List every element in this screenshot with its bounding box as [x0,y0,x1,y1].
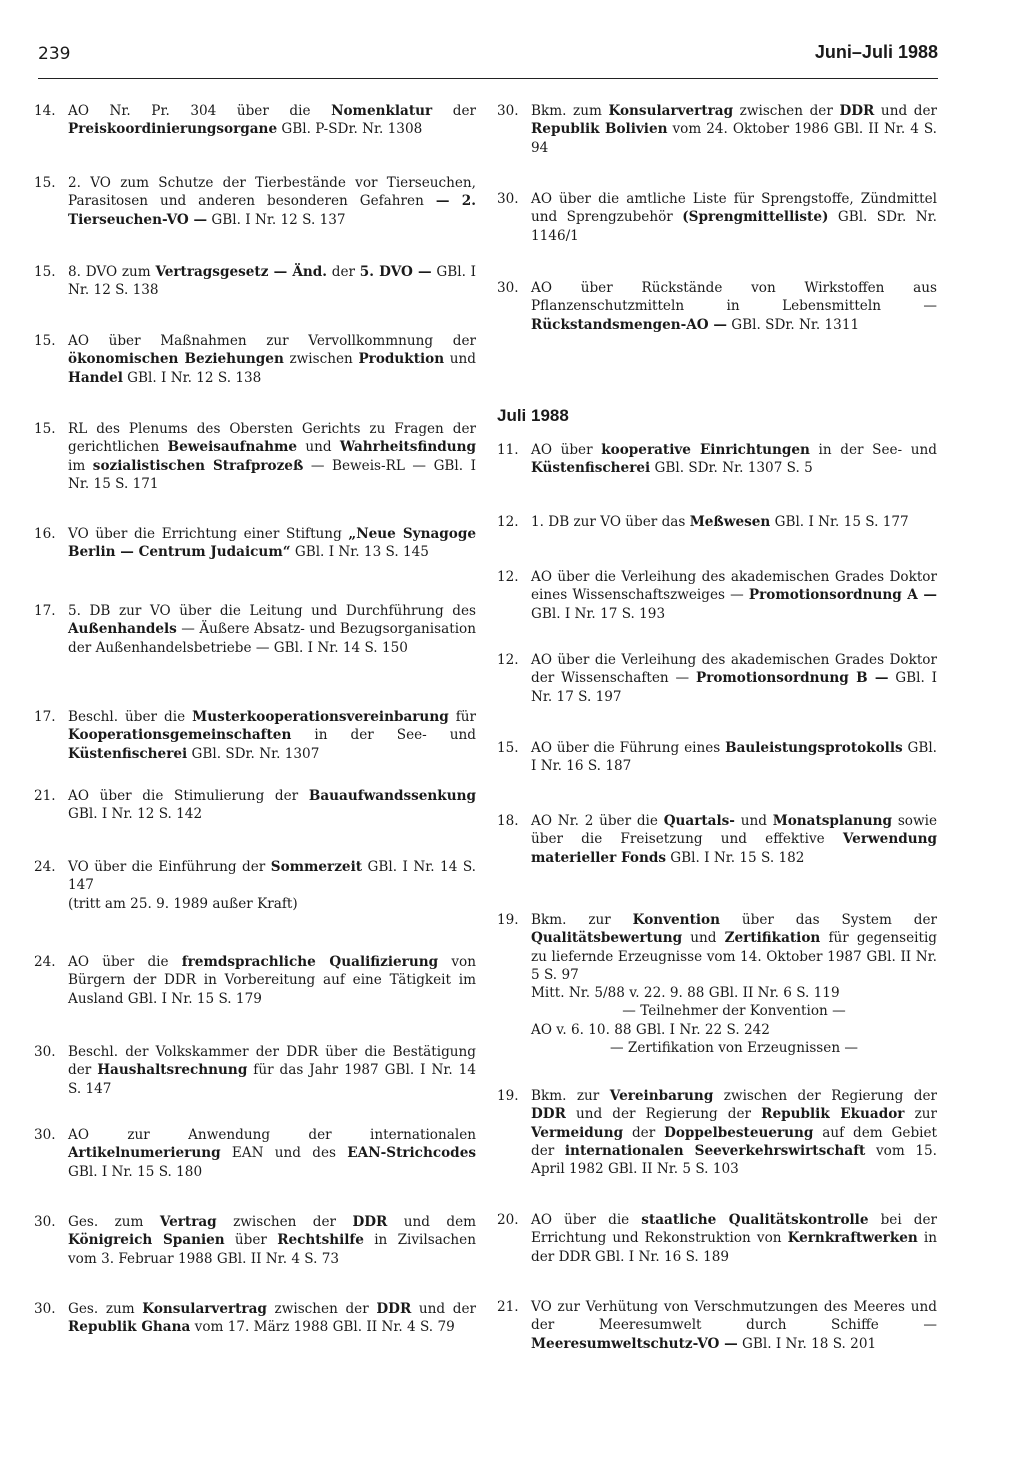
law-entry [34,787,476,824]
law-entry [497,441,937,478]
law-entry [34,953,476,1008]
keyword: Promotionsordnung B — [695,670,889,687]
text-run: Bkm. zur [531,1088,610,1104]
keyword: Küstenfischerei [531,460,651,477]
keyword: „Neue Synagoge Berlin — Centrum Judaicum“ [68,526,477,561]
entry-text [531,568,937,623]
keyword: Quartals- [663,813,735,829]
text-run: zur [904,1106,937,1123]
keyword: Artikelnumerierung [68,1145,221,1162]
text-run: und der Regierung der [565,1106,762,1123]
text-run: GBl. SDr. Nr. 1311 [726,316,860,333]
keyword: Musterkooperationsvereinbarung [192,709,449,725]
keyword: Meßwesen [689,514,771,530]
entry-day: 15. [34,175,56,191]
keyword: DDR [839,103,875,119]
text-run: und [444,351,476,368]
text-run: und dem [387,1214,477,1230]
entry-text [531,651,937,706]
keyword: Republik Bolivien [531,121,668,138]
entry-day: 15. [34,333,56,349]
keyword: Sommerzeit [270,859,363,875]
text-run: GBl. P-SDr. Nr. 1308 [277,121,423,138]
text-run: GBl. I Nr. 14 S. 147 [68,859,476,894]
text-run: zwischen der Regierung der [713,1088,937,1104]
entry-text [68,332,476,387]
text-run: der [623,1124,665,1141]
keyword: — 2. Tierseuchen-VO — [68,193,476,228]
text-run: EAN und des [220,1145,348,1162]
law-entry [34,420,476,493]
keyword: Haushaltsrechnung [97,1062,248,1079]
keyword: ökonomischen Beziehungen [68,351,284,368]
entry-day: 30. [497,103,519,119]
keyword: Republik Ghana [68,1319,191,1336]
keyword: Wahrheitsfindung [339,439,476,456]
entry-text [68,602,476,657]
text-run: und [734,813,773,829]
entry-text [531,102,937,157]
entry-text [531,513,937,531]
entry-day: 30. [34,1127,56,1143]
text-run: für das Jahr 1987 GBl. I Nr. 14 S. 147 [68,1062,476,1097]
entry-day: 30. [34,1301,56,1317]
keyword: EAN-Strichcodes [347,1145,476,1162]
law-entry [34,1126,476,1181]
text-run: sowie über die Freisetzung und effektive [531,813,938,848]
entry-text [68,174,476,229]
entry-text [531,1211,937,1266]
entry-text [68,1126,476,1181]
text-run: zwischen der [216,1214,353,1230]
text-run: 1. DB zur VO über das [531,514,690,530]
text-run: AO über die Stimulierung der [68,788,309,804]
text-run: der [432,103,476,119]
text-run: AO über die [531,1212,642,1228]
text-run: 8. DVO zum [68,264,156,280]
entry-day: 30. [497,280,519,296]
entry-day: 21. [497,1299,519,1315]
text-run: GBl. I Nr. 15 S. 177 [770,514,909,530]
text-run: GBl. I Nr. 18 S. 201 [737,1335,877,1352]
keyword: Republik Ekuador [761,1106,905,1123]
text-run: in der DDR GBl. I Nr. 16 S. 189 [531,1230,937,1265]
text-run: 5. DB zur VO über die Leitung und Durchführung des [68,603,476,619]
text-run: GBl. I Nr. 13 S. 145 [290,544,429,561]
entry-day: 15. [34,264,56,280]
page-number: 239 [38,44,71,64]
entry-day: 19. [497,912,519,928]
keyword: Verwendung materieller Fonds [531,831,937,866]
keyword: internationalen Seeverkehrswirtschaft [564,1142,866,1159]
keyword: Doppelbesteuerung [664,1124,814,1141]
law-entry [497,651,937,706]
text-run: von Bürgern der DDR in Vorbereitung auf eine Tätigkeit im Ausland GBl. I Nr. 15 S. 179 [68,954,476,1007]
text-run: Ges. zum [68,1301,143,1317]
entry-text [531,190,937,245]
law-entry [34,602,476,657]
text-run: VO zur Verhütung von Verschmutzungen des Meeres und der Meeresumwelt durch Schiffe — [531,1299,937,1334]
text-run: AO über Maßnahmen zur Vervollkommnung der [68,333,476,349]
entry-text [531,812,937,867]
text-run: GBl. SDr. Nr. 1307 S. 5 [650,460,813,477]
keyword: Bauaufwandssenkung [308,788,476,804]
text-run: Beschl. über die [68,709,193,725]
text-run: GBl. SDr. Nr. 1307 [187,745,320,762]
keyword: 5. DVO — [359,264,432,280]
keyword: (Sprengmittelliste) [682,209,829,226]
entry-day: 21. [34,788,56,804]
subnote: — Teilnehmer der Konvention — [622,1003,846,1020]
entry-day: 12. [497,569,519,585]
keyword: Beweisaufnahme [167,439,298,456]
keyword: Produktion [358,351,445,368]
text-run: bei der Errichtung und Rekonstruktion von [531,1212,937,1247]
text-run: für gegenseitig zu liefernde Erzeugnisse vom 14. Oktober 1987 GBl. II Nr. 5 S. 97 [531,930,937,983]
text-run: GBl. I Nr. 12 S. 138 [68,264,477,299]
keyword: Preiskoordinierungsorgane [68,121,278,138]
entry-text [531,1298,937,1353]
keyword: Küstenfischerei [68,745,188,762]
text-run: VO über die Errichtung einer Stiftung [68,526,349,542]
entry-day: 18. [497,813,519,829]
law-entry [34,858,476,913]
text-run: AO über die Verleihung des akademischen Grades Doktor der Wissenschaften — [531,652,937,687]
text-run: — Beweis-RL — GBl. I Nr. 15 S. 171 [68,457,477,492]
entry-day: 12. [497,514,519,530]
law-entry [497,102,937,157]
text-run: vom 15. April 1982 GBl. II Nr. 5 S. 103 [531,1142,937,1178]
text-run: zwischen der [733,103,840,119]
text-run: Ges. zum [68,1214,160,1230]
law-entry [497,513,937,531]
text-run: 2. VO zum Schutze der Tierbestände vor Tierseuchen, Parasitosen und anderen besonderen Gefahren [68,175,476,210]
text-run: Beschl. der Volkskammer der DDR über die Bestätigung der [68,1044,476,1079]
text-run: Bkm. zum [531,103,609,119]
text-run: AO v. 6. 10. 88 GBl. I Nr. 22 S. 242 [531,1021,770,1038]
text-run: AO Nr. 2 über die [531,813,664,829]
law-entry [34,332,476,387]
entry-text [68,525,476,562]
keyword: Meeresumweltschutz-VO — [531,1335,738,1352]
keyword: sozialistischen Strafprozeß [92,457,304,474]
entry-day: 30. [497,191,519,207]
text-run: der [327,264,360,280]
text-run: und der [874,103,938,119]
entry-day: 12. [497,652,519,668]
text-run: vom 24. Oktober 1986 GBl. II Nr. 4 S. 94 [531,121,937,156]
keyword: Konsularvertrag [608,103,734,119]
text-run: GBl. I Nr. 12 S. 138 [122,369,262,386]
law-entry [497,1087,937,1178]
entry-text [531,1087,937,1178]
entry-text [68,708,476,763]
law-entry [34,174,476,229]
page-header [38,38,938,79]
text-run: und [297,439,340,456]
text-run: Mitt. Nr. 5/88 v. 22. 9. 88 GBl. II Nr. 6 S. 119 [531,985,840,1002]
law-entry [34,102,476,139]
text-run: zwischen [283,351,359,368]
entry-text [68,953,476,1008]
law-entry [497,1211,937,1266]
text-run: im [68,457,93,474]
keyword: Promotionsordnung A — [748,587,937,604]
entry-day: 19. [497,1088,519,1104]
text-run: AO über die Führung eines [531,740,726,756]
entry-day: 30. [34,1214,56,1230]
text-run: AO über [531,442,602,458]
entry-day: 24. [34,954,56,970]
entry-text [531,911,937,1057]
law-entry [497,739,937,776]
keyword: Rechtshilfe [277,1232,364,1249]
law-entry [34,708,476,763]
entry-text [68,263,476,300]
law-entry [34,525,476,562]
entry-text [68,1213,476,1268]
text-run: auf dem Gebiet der [531,1124,938,1159]
keyword: Vertrag [159,1214,217,1230]
keyword: Konsularvertrag [142,1301,267,1317]
keyword: Kernkraftwerken [787,1230,918,1247]
text-run: für [448,709,477,725]
law-entry [34,263,476,300]
text-run: in der See- und [291,727,476,744]
keyword: Rückstandsmengen-AO — [531,316,727,333]
text-run: GBl. I Nr. 15 S. 182 [665,849,805,866]
text-run: GBl. SDr. Nr. 1146/1 [531,209,937,244]
entry-text [68,1300,476,1337]
text-run: GBl. I Nr. 12 S. 142 [68,806,203,823]
text-run: AO zur Anwendung der internationalen [68,1127,476,1143]
keyword: DDR [376,1301,412,1317]
text-run: vom 17. März 1988 GBl. II Nr. 4 S. 79 [190,1319,455,1336]
keyword: Vermeidung [531,1124,624,1141]
entry-day: 16. [34,526,56,542]
keyword: kooperative Einrichtungen [601,442,810,458]
keyword: Vertragsgesetz — Änd. [155,264,328,280]
issue-date: Juni–Juli 1988 [814,42,938,62]
law-entry [34,1213,476,1268]
entry-text [68,420,476,493]
text-run: GBl. I Nr. 17 S. 197 [531,670,938,705]
keyword: DDR [531,1106,566,1123]
keyword: Außenhandels [68,621,177,638]
keyword: Königreich Spanien [68,1232,225,1249]
text-run: AO Nr. Pr. 304 über die [68,103,332,119]
entry-day: 15. [497,740,519,756]
text-run: über das System der [719,912,937,928]
entry-text [68,787,476,824]
entry-text [531,279,937,334]
law-entry [497,911,937,1057]
law-entry [497,1298,937,1353]
law-entry [34,1300,476,1337]
keyword: Konvention [632,912,720,928]
entry-day: 20. [497,1212,519,1228]
keyword: staatliche Qualitätskontrolle [641,1212,869,1228]
text-run: und [682,930,725,947]
keyword: Handel [68,369,123,386]
text-run: AO über die Verleihung des akademischen Grades Doktor eines Wissenschaftszweiges — [531,569,937,604]
text-run: über [224,1232,278,1249]
law-entry [34,1043,476,1098]
text-run: AO über die amtliche Liste für Sprengstoffe, Zündmittel und Sprengzubehör [531,191,937,226]
entry-day: 17. [34,709,56,725]
keyword: DDR [352,1214,388,1230]
text-run: VO über die Einführung der [68,859,271,875]
keyword: Bauleistungsprotokolls [725,740,903,756]
keyword: Kooperationsgemeinschaften [68,727,292,744]
text-run: AO über die [68,954,182,970]
entry-text [68,102,476,139]
text-run: Bkm. zur [531,912,633,928]
text-run: RL des Plenums des Obersten Gerichts zu Fragen der gerichtlichen [68,421,476,456]
law-entry [497,812,937,867]
law-entry [497,190,937,245]
keyword: Qualitätsbewertung [531,930,683,947]
text-run: in Zivilsachen vom 3. Februar 1988 GBl. II Nr. 4 S. 73 [68,1232,476,1267]
section-heading: Juli 1988 [497,406,569,425]
entry-day: 15. [34,421,56,437]
text-run: und der [411,1301,476,1317]
keyword: Nomenklatur [331,103,433,119]
entry-text [68,1043,476,1098]
entry-text [531,441,937,478]
text-run: (tritt am 25. 9. 1989 außer Kraft) [68,895,298,912]
entry-day: 14. [34,103,56,119]
text-run: GBl. I Nr. 17 S. 193 [531,605,666,622]
entry-text [531,739,937,776]
text-run: — Äußere Absatz- und Bezugsorganisation der Außenhandelsbetriebe — GBl. I Nr. 14 S. 150 [68,621,476,656]
keyword: fremdsprachliche Qualifizierung [181,954,439,970]
keyword: Vereinbarung [609,1088,714,1104]
entry-day: 24. [34,859,56,875]
entry-text [68,858,476,913]
text-run: GBl. I Nr. 12 S. 137 [207,211,346,228]
text-run: in der See- und [809,442,937,458]
text-run: GBl. I Nr. 16 S. 187 [531,740,937,775]
entry-day: 30. [34,1044,56,1060]
keyword: Zertifikation [724,930,821,947]
text-run: zwischen der [266,1301,377,1317]
text-run: AO über Rückstände von Wirkstoffen aus Pflanzenschutzmitteln in Lebensmitteln — [531,280,937,315]
subnote: — Zertifikation von Erzeugnissen — [610,1040,858,1057]
entry-day: 11. [497,442,519,458]
text-run: GBl. I Nr. 15 S. 180 [68,1163,203,1180]
law-entry [497,279,937,334]
entry-day: 17. [34,603,56,619]
law-entry [497,568,937,623]
keyword: Monatsplanung [772,813,893,829]
